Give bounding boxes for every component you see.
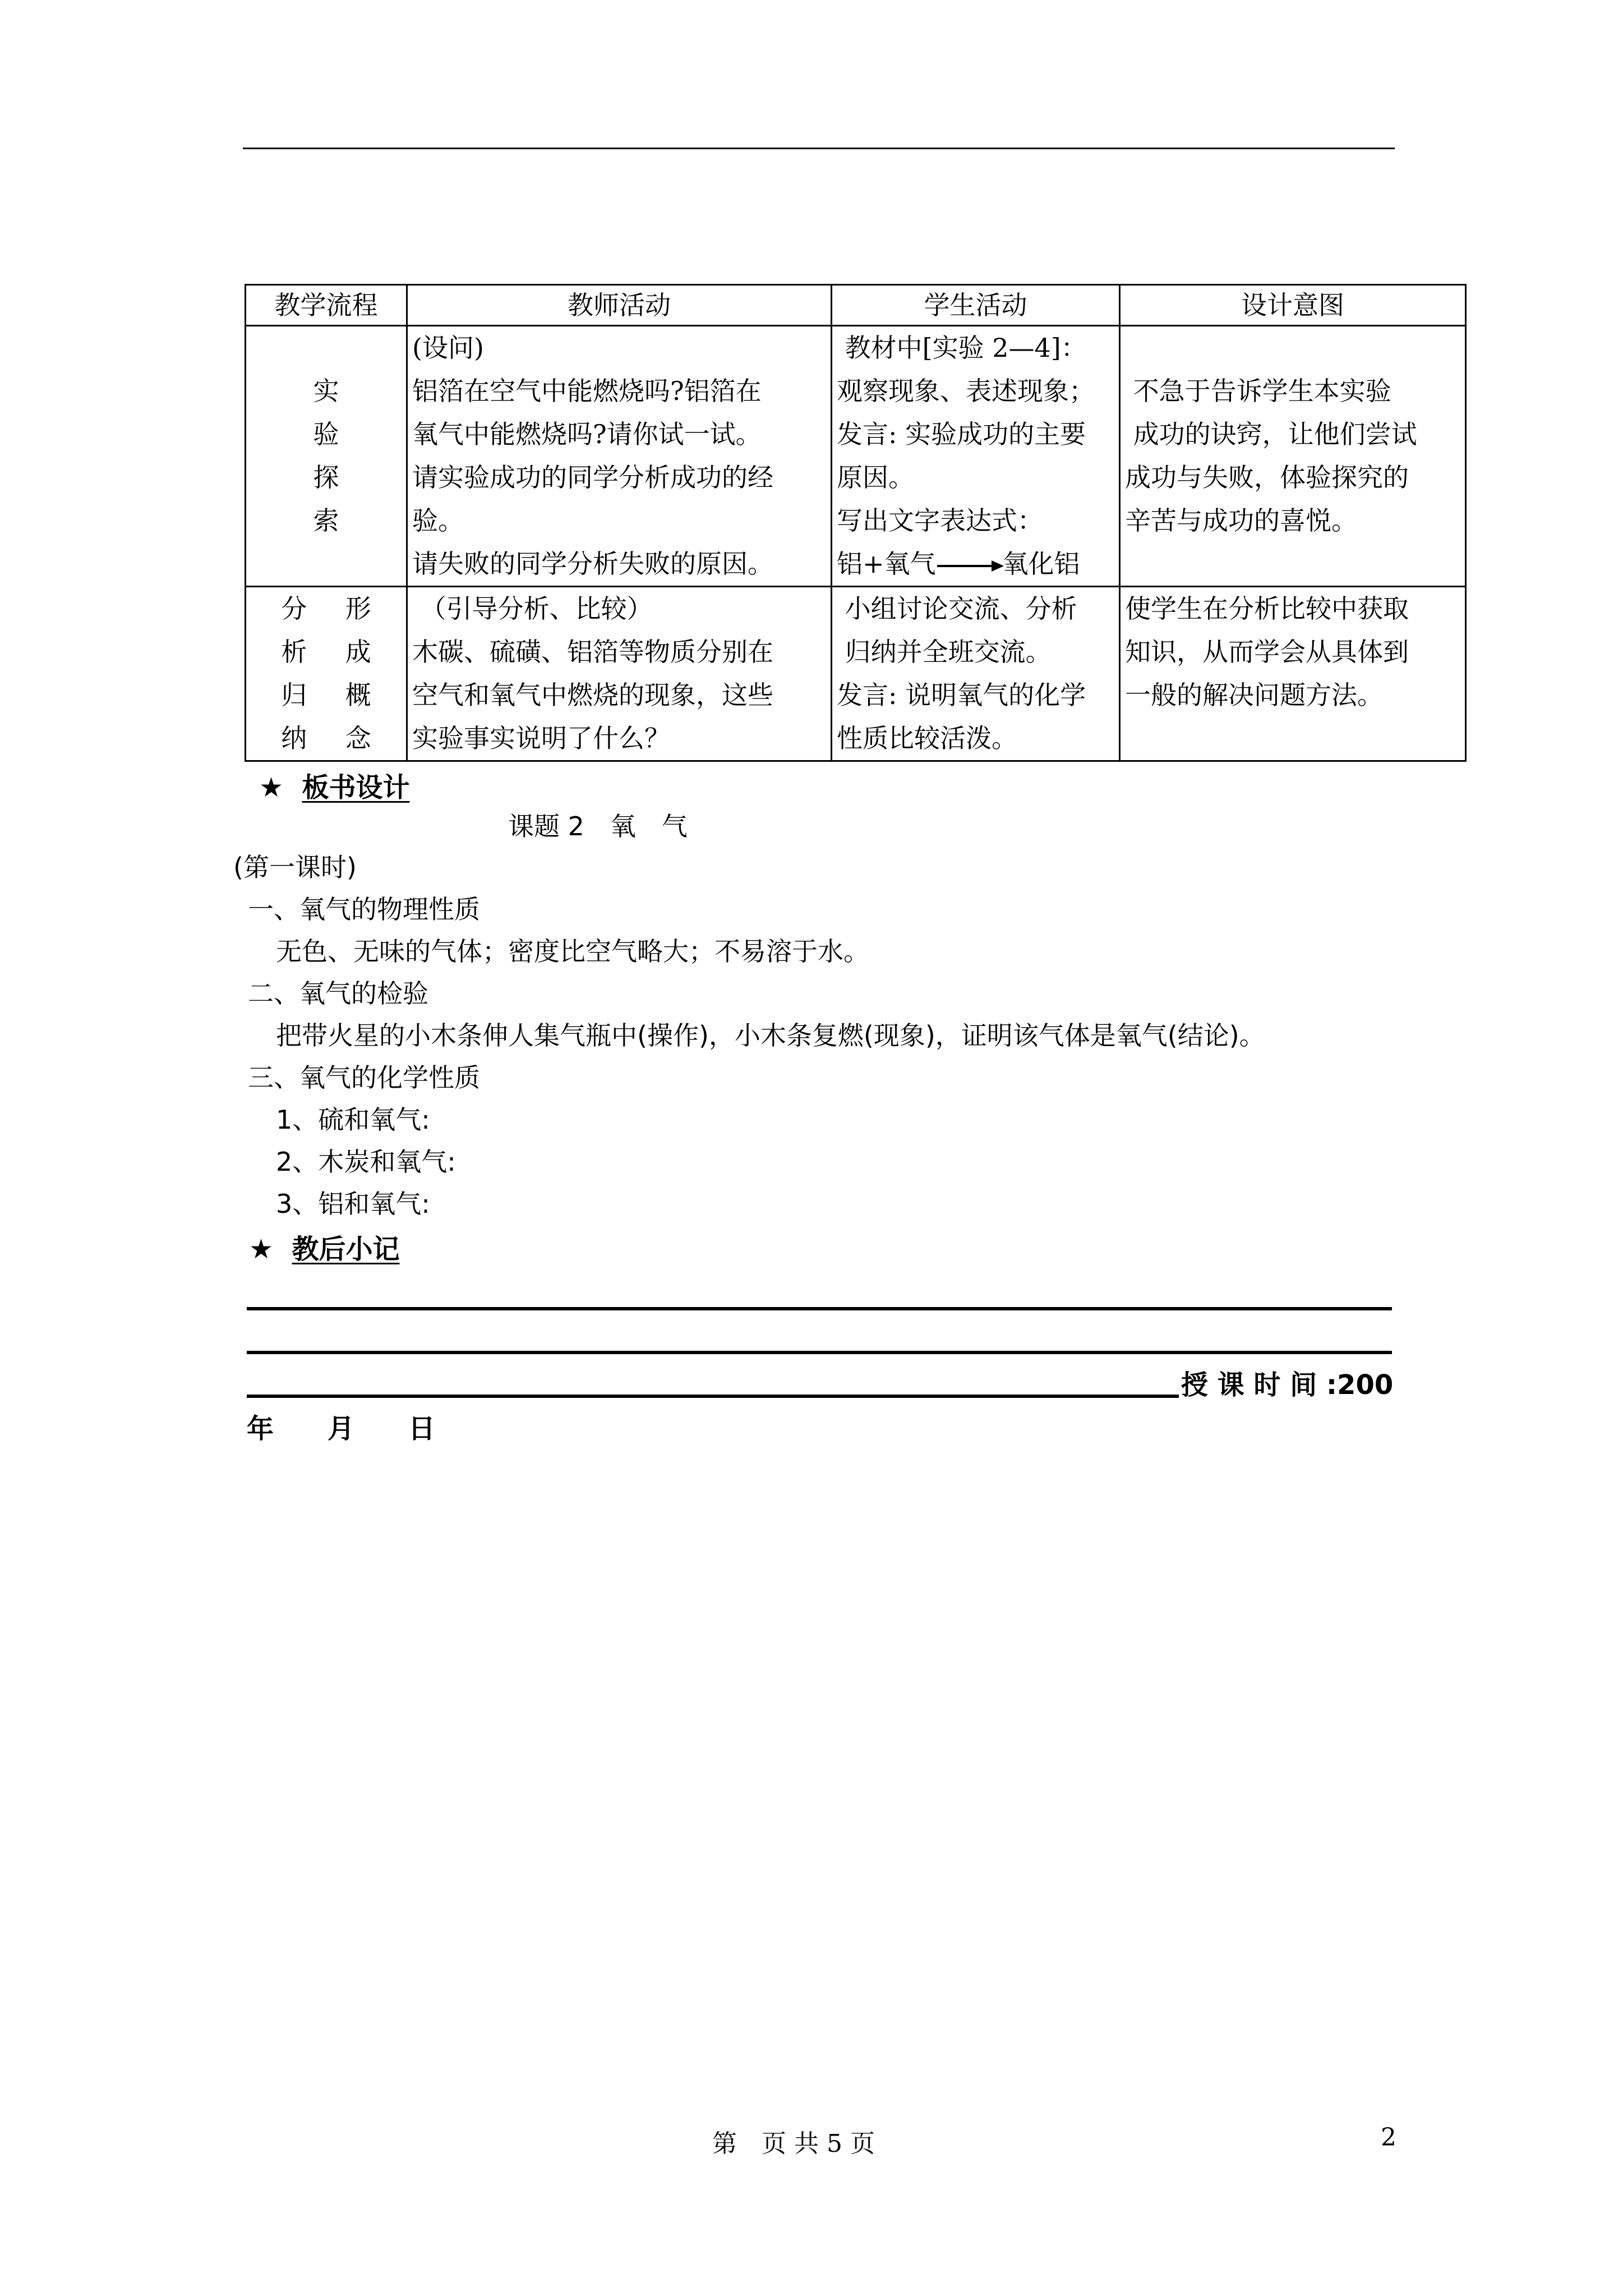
lesson-date-label: 年 月 日 bbox=[247, 1413, 436, 1444]
student-cell bbox=[832, 326, 1120, 587]
table-header-row bbox=[246, 285, 1466, 326]
student-line: 原因。 bbox=[837, 462, 914, 493]
teacher-line: 请失败的同学分析失败的原因。 bbox=[412, 549, 773, 579]
stage-char: 分 bbox=[281, 593, 307, 624]
section-heading: 一、氧气的物理性质 bbox=[248, 894, 480, 924]
student-cell bbox=[832, 587, 1120, 761]
equation-reactants: 铝+氧气 bbox=[837, 549, 936, 579]
notes-line bbox=[247, 1307, 1392, 1310]
list-item: 1、硫和氧气: bbox=[276, 1105, 430, 1135]
student-line: 发言: 实验成功的主要 bbox=[837, 419, 1086, 449]
notes-line bbox=[247, 1395, 1179, 1398]
student-line: 教材中[实验 2—4]： bbox=[837, 333, 1087, 363]
intent-line: 知识，从而学会从具体到 bbox=[1125, 637, 1409, 667]
teacher-line: 实验事实说明了什么？ bbox=[412, 723, 670, 753]
header-process: 教学流程 bbox=[246, 285, 407, 326]
stage-char: 成 bbox=[345, 637, 371, 667]
teacher-line: (设问) bbox=[412, 333, 484, 363]
intent-line: 成功的诀窍，让他们尝试 bbox=[1125, 419, 1417, 449]
teacher-cell bbox=[407, 326, 832, 587]
stage-cell bbox=[246, 326, 407, 587]
stage-char: 归 bbox=[281, 680, 307, 710]
stage-char: 概 bbox=[345, 680, 371, 710]
stage-char: 纳 bbox=[281, 723, 307, 753]
board-heading-label: 板书设计 bbox=[302, 772, 410, 803]
intent-line bbox=[1125, 326, 1460, 370]
period-label: (第一课时) bbox=[233, 852, 357, 882]
teacher-line: 铝箔在空气中能燃烧吗?铝箔在 bbox=[412, 376, 762, 406]
teacher-line: 木碳、硫磺、铝箔等物质分别在 bbox=[412, 637, 773, 667]
lesson-table bbox=[245, 284, 1467, 762]
notes-heading bbox=[249, 1227, 399, 1266]
teacher-line: （引导分析、比较） bbox=[412, 593, 653, 624]
section-text: 无色、无味的气体；密度比空气略大；不易溶于水。 bbox=[276, 936, 869, 967]
stage-char: 念 bbox=[345, 723, 371, 753]
section-heading: 三、氧气的化学性质 bbox=[248, 1062, 480, 1093]
intent-line: 成功与失败，体验探究的 bbox=[1125, 462, 1409, 493]
stage-char: 析 bbox=[281, 637, 307, 667]
word-equation bbox=[837, 542, 1114, 586]
board-title: 课题 2 氧 气 bbox=[508, 811, 688, 841]
intent-cell bbox=[1120, 587, 1466, 761]
header-student: 学生活动 bbox=[832, 285, 1120, 326]
stage-char: 实 bbox=[313, 376, 339, 406]
section-heading: 二、氧气的检验 bbox=[248, 978, 428, 1009]
header-intent: 设计意图 bbox=[1120, 285, 1466, 326]
intent-line: 辛苦与成功的喜悦。 bbox=[1125, 505, 1357, 536]
equation-product: 氧化铝 bbox=[1002, 549, 1080, 579]
stage-cell bbox=[246, 587, 407, 761]
lesson-time-label: 授 课 时 间 :200 bbox=[1181, 1369, 1394, 1401]
table-row bbox=[246, 326, 1466, 587]
intent-line: 一般的解决问题方法。 bbox=[1125, 680, 1383, 710]
notes-heading-label: 教后小记 bbox=[292, 1234, 400, 1265]
page-number: 2 bbox=[1381, 2123, 1396, 2152]
student-line: 观察现象、表述现象； bbox=[837, 376, 1095, 406]
teacher-line: 空气和氧气中燃烧的现象，这些 bbox=[412, 680, 773, 710]
teacher-line: 请实验成功的同学分析成功的经 bbox=[412, 462, 773, 493]
list-item: 2、木炭和氧气: bbox=[276, 1147, 456, 1177]
student-line: 写出文字表达式： bbox=[837, 505, 1043, 536]
stage-char: 探 bbox=[313, 462, 339, 493]
intent-line: 使学生在分析比较中获取 bbox=[1125, 593, 1409, 624]
student-line: 发言: 说明氧气的化学 bbox=[837, 680, 1086, 710]
intent-line: 不急于告诉学生本实验 bbox=[1125, 376, 1391, 406]
star-icon: ★ bbox=[249, 1234, 274, 1265]
stage-char: 索 bbox=[313, 505, 339, 536]
stage-char: 验 bbox=[313, 419, 339, 449]
list-item: 3、铝和氧气: bbox=[276, 1189, 430, 1219]
page-count: 第 页 共 5 页 bbox=[712, 2129, 875, 2158]
header-rule bbox=[243, 148, 1395, 149]
student-line: 小组讨论交流、分析 bbox=[837, 593, 1077, 624]
student-line: 归纳并全班交流。 bbox=[837, 637, 1052, 667]
stage-char: 形 bbox=[345, 593, 371, 624]
table-row bbox=[246, 587, 1466, 761]
intent-cell bbox=[1120, 326, 1466, 587]
board-heading bbox=[259, 766, 409, 804]
section-text: 把带火星的小木条伸人集气瓶中(操作)，小木条复燃(现象)，证明该气体是氧气(结论)。 bbox=[276, 1020, 1265, 1051]
teacher-cell bbox=[407, 587, 832, 761]
notes-line bbox=[247, 1351, 1392, 1354]
teacher-line: 氧气中能燃烧吗?请你试一试。 bbox=[412, 419, 762, 449]
arrow-icon bbox=[937, 565, 1002, 567]
header-teacher: 教师活动 bbox=[407, 285, 832, 326]
student-line: 性质比较活泼。 bbox=[837, 723, 1017, 753]
teacher-line: 验。 bbox=[412, 505, 464, 536]
star-icon: ★ bbox=[259, 772, 284, 803]
